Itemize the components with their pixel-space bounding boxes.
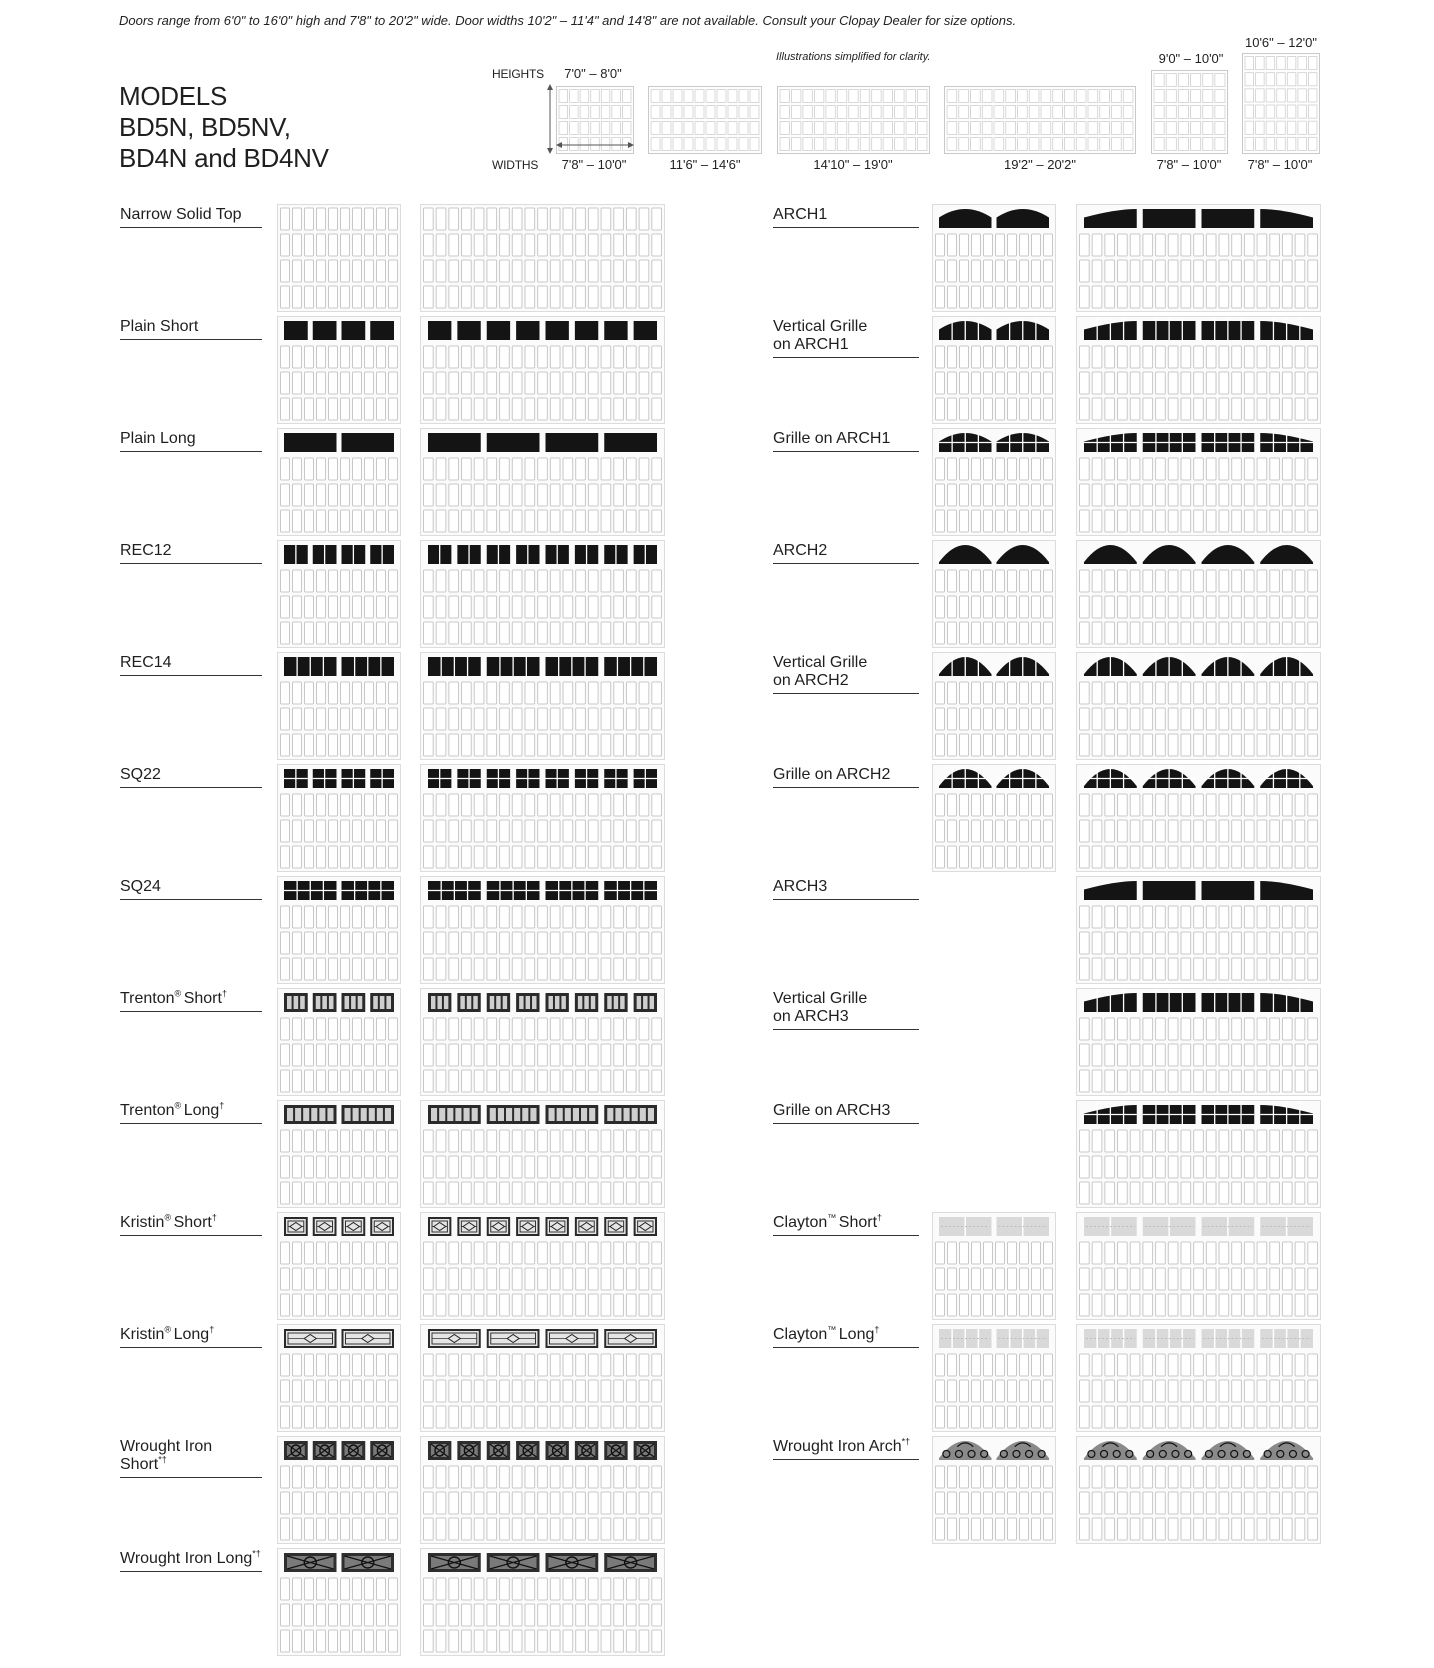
design-name: ARCH3 bbox=[773, 878, 828, 895]
double-door-plain-long bbox=[420, 428, 665, 536]
double-door-g-arch1 bbox=[1076, 428, 1321, 536]
design-name: Wrought Iron Arch bbox=[773, 1438, 902, 1455]
single-door-wrought-arch bbox=[932, 1436, 1056, 1544]
trademark-mark: *† bbox=[158, 1454, 167, 1465]
single-door-rec12 bbox=[277, 540, 401, 648]
single-door-clayton-short bbox=[932, 1212, 1056, 1320]
thumb-19ft2-20ft2 bbox=[944, 86, 1136, 154]
single-door-sq24 bbox=[277, 876, 401, 984]
single-door-trenton-short bbox=[277, 988, 401, 1096]
footnote-mark: † bbox=[877, 1212, 883, 1223]
illustrations-note: Illustrations simplified for clarity. bbox=[776, 51, 931, 63]
design-name: Plain Short bbox=[120, 318, 199, 335]
design-name: Wrought Iron Short bbox=[120, 1438, 213, 1473]
height-range-2: 9'0" – 10'0" bbox=[1158, 51, 1224, 66]
thumb-11ft6-14ft6 bbox=[648, 86, 762, 154]
dimension-arrows-icon bbox=[546, 82, 636, 172]
trademark-mark: ® bbox=[164, 1324, 174, 1335]
window-design-label bbox=[773, 430, 919, 452]
footnote-mark: † bbox=[221, 988, 227, 999]
double-door-none bbox=[420, 204, 665, 312]
single-door-wrought-short bbox=[277, 1436, 401, 1544]
single-door-clayton-long bbox=[932, 1324, 1056, 1432]
window-design-label bbox=[773, 1214, 919, 1236]
design-name: REC12 bbox=[120, 542, 172, 559]
double-door-vg-arch1 bbox=[1076, 316, 1321, 424]
design-name: Vertical Grille bbox=[773, 318, 868, 335]
width-range-5: 7'8" – 10'0" bbox=[1156, 157, 1222, 172]
footnote-mark: † bbox=[874, 1324, 880, 1335]
footnote-mark: † bbox=[211, 1212, 217, 1223]
thumb-14ft10-19ft bbox=[777, 86, 930, 154]
window-design-label bbox=[773, 1326, 919, 1348]
title-line-1: MODELS bbox=[119, 81, 228, 111]
design-name-line-2: on ARCH1 bbox=[773, 336, 849, 353]
single-door-arch2 bbox=[932, 540, 1056, 648]
single-door-g-arch2 bbox=[932, 764, 1056, 872]
single-door-rec14 bbox=[277, 652, 401, 760]
double-door-vg-arch3 bbox=[1076, 988, 1321, 1096]
window-design-label bbox=[120, 1438, 262, 1478]
double-door-plain-short bbox=[420, 316, 665, 424]
thumb-9ft-10ft bbox=[1151, 70, 1228, 154]
design-name-line-2: on ARCH2 bbox=[773, 672, 849, 689]
width-range-3: 14'10" – 19'0" bbox=[813, 157, 893, 172]
window-design-label bbox=[120, 542, 262, 564]
window-design-label bbox=[120, 1326, 262, 1348]
design-name: SQ24 bbox=[120, 878, 161, 895]
design-name: Narrow Solid Top bbox=[120, 206, 242, 223]
design-name: Grille on ARCH1 bbox=[773, 430, 891, 447]
window-design-label bbox=[120, 878, 262, 900]
double-door-arch2 bbox=[1076, 540, 1321, 648]
width-range-1: 7'8" – 10'0" bbox=[561, 157, 627, 172]
footnote-mark: † bbox=[219, 1100, 225, 1111]
width-range-2: 11'6" – 14'6" bbox=[669, 157, 741, 172]
height-range-3: 10'6" – 12'0" bbox=[1244, 35, 1318, 50]
window-design-label bbox=[773, 654, 919, 694]
window-design-label bbox=[773, 990, 919, 1030]
footnote-mark: † bbox=[209, 1324, 215, 1335]
window-design-label bbox=[773, 766, 919, 788]
title-line-3: BD4N and BD4NV bbox=[119, 143, 329, 173]
double-door-wrought-arch bbox=[1076, 1436, 1321, 1544]
trademark-mark: *† bbox=[252, 1548, 261, 1559]
size-range-note: Doors range from 6'0" to 16'0" high and 7'8" to 20'2" wide. Door widths 10'2" – 11'4" and 14'8" are not available. Consult your Clopay Dealer for size options. bbox=[119, 13, 1017, 28]
double-door-wrought-long bbox=[420, 1548, 665, 1656]
title-line-2: BD5N, BD5NV, bbox=[119, 112, 291, 142]
double-door-clayton-short bbox=[1076, 1212, 1321, 1320]
single-door-vg-arch2 bbox=[932, 652, 1056, 760]
window-design-label bbox=[773, 318, 919, 358]
double-door-trenton-long bbox=[420, 1100, 665, 1208]
double-door-kristin-long bbox=[420, 1324, 665, 1432]
window-design-label bbox=[120, 1550, 262, 1572]
window-design-label bbox=[120, 318, 262, 340]
design-name: Trenton bbox=[120, 1102, 175, 1119]
trademark-mark: ® bbox=[174, 988, 184, 999]
design-name: Vertical Grille bbox=[773, 990, 868, 1007]
window-design-label bbox=[773, 1438, 919, 1460]
design-length: Long bbox=[173, 1326, 210, 1343]
design-length: Short bbox=[173, 1214, 212, 1231]
single-door-wrought-long bbox=[277, 1548, 401, 1656]
single-door-sq22 bbox=[277, 764, 401, 872]
height-range-1: 7'0" – 8'0" bbox=[564, 66, 622, 81]
double-door-arch1 bbox=[1076, 204, 1321, 312]
trademark-mark: ™ bbox=[827, 1324, 839, 1335]
single-door-kristin-short bbox=[277, 1212, 401, 1320]
window-design-label bbox=[773, 1102, 919, 1124]
double-door-kristin-short bbox=[420, 1212, 665, 1320]
double-door-rec12 bbox=[420, 540, 665, 648]
design-length: Short bbox=[838, 1214, 878, 1231]
design-name: Kristin bbox=[120, 1214, 165, 1231]
single-door-kristin-long bbox=[277, 1324, 401, 1432]
window-design-label bbox=[120, 990, 262, 1012]
design-name: Clayton bbox=[773, 1326, 828, 1343]
design-name: Grille on ARCH2 bbox=[773, 766, 891, 783]
window-design-label bbox=[120, 654, 262, 676]
single-door-vg-arch1 bbox=[932, 316, 1056, 424]
width-range-4: 19'2" – 20'2" bbox=[1003, 157, 1077, 172]
trademark-mark: *† bbox=[901, 1436, 911, 1447]
heights-label: HEIGHTS bbox=[492, 67, 544, 81]
design-length: Short bbox=[183, 990, 222, 1007]
design-length: Long bbox=[183, 1102, 220, 1119]
double-door-sq24 bbox=[420, 876, 665, 984]
double-door-trenton-short bbox=[420, 988, 665, 1096]
window-design-label bbox=[773, 542, 919, 564]
design-length: Long bbox=[838, 1326, 875, 1343]
page-title bbox=[119, 81, 329, 174]
single-door-none bbox=[277, 204, 401, 312]
double-door-rec14 bbox=[420, 652, 665, 760]
design-name: Kristin bbox=[120, 1326, 165, 1343]
single-door-plain-long bbox=[277, 428, 401, 536]
window-design-label bbox=[120, 1214, 262, 1236]
double-door-g-arch3 bbox=[1076, 1100, 1321, 1208]
single-door-g-arch1 bbox=[932, 428, 1056, 536]
window-design-label bbox=[773, 878, 919, 900]
design-name: Trenton bbox=[120, 990, 175, 1007]
double-door-clayton-long bbox=[1076, 1324, 1321, 1432]
widths-label: WIDTHS bbox=[492, 158, 539, 172]
window-design-label bbox=[120, 430, 262, 452]
design-name: SQ22 bbox=[120, 766, 161, 783]
design-name: Clayton bbox=[773, 1214, 828, 1231]
window-design-label bbox=[773, 206, 919, 228]
double-door-sq22 bbox=[420, 764, 665, 872]
double-door-arch3 bbox=[1076, 876, 1321, 984]
thumb-10ft6-12ft bbox=[1242, 53, 1320, 154]
trademark-mark: ™ bbox=[827, 1212, 839, 1223]
trademark-mark: ® bbox=[174, 1100, 184, 1111]
design-name: Vertical Grille bbox=[773, 654, 868, 671]
design-name: Grille on ARCH3 bbox=[773, 1102, 891, 1119]
double-door-wrought-short bbox=[420, 1436, 665, 1544]
window-design-label bbox=[120, 1102, 262, 1124]
trademark-mark: ® bbox=[164, 1212, 174, 1223]
design-name: ARCH2 bbox=[773, 542, 828, 559]
design-name-line-2: on ARCH3 bbox=[773, 1008, 849, 1025]
double-door-g-arch2 bbox=[1076, 764, 1321, 872]
window-design-label bbox=[120, 206, 262, 228]
design-name: REC14 bbox=[120, 654, 172, 671]
double-door-vg-arch2 bbox=[1076, 652, 1321, 760]
single-door-trenton-long bbox=[277, 1100, 401, 1208]
design-name: ARCH1 bbox=[773, 206, 828, 223]
single-door-arch1 bbox=[932, 204, 1056, 312]
window-design-label bbox=[120, 766, 262, 788]
single-door-plain-short bbox=[277, 316, 401, 424]
design-name: Wrought Iron Long bbox=[120, 1550, 253, 1567]
width-range-6: 7'8" – 10'0" bbox=[1247, 157, 1313, 172]
design-name: Plain Long bbox=[120, 430, 196, 447]
